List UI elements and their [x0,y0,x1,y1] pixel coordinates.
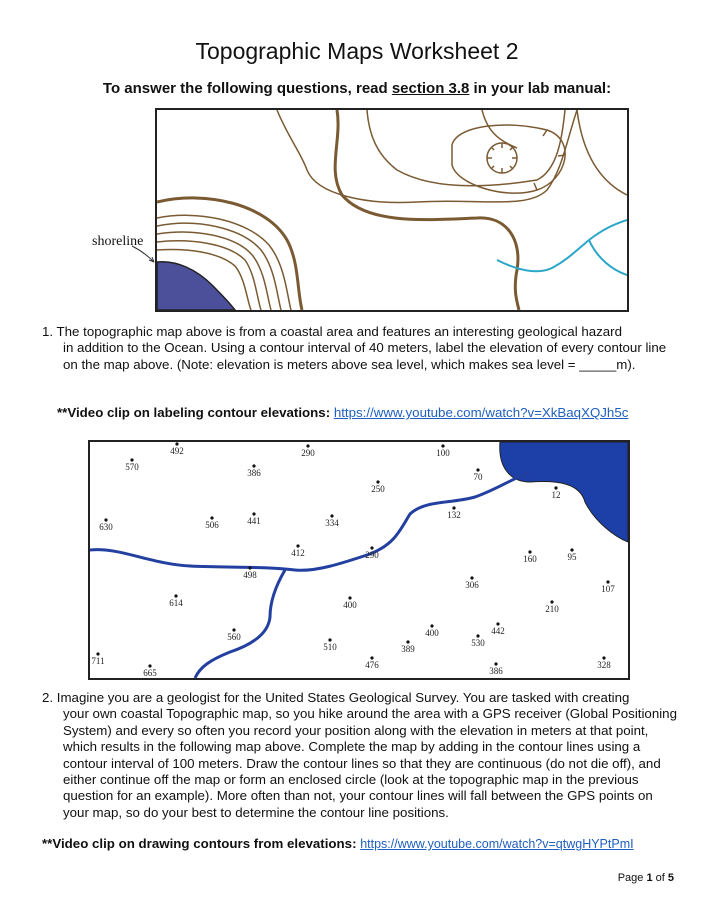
elevation-point-label: 442 [491,626,505,636]
elevation-point-label: 570 [125,462,139,472]
elevation-point-label: 389 [401,644,415,654]
elevation-point [489,662,503,676]
topographic-map-1 [155,108,629,312]
intro-instruction [0,80,714,97]
elevation-point [343,596,357,610]
elevation-point [552,486,561,500]
elevation-point [247,464,261,478]
elevation-point [568,548,578,562]
elevation-point [91,652,104,666]
elevation-point [491,622,505,636]
section-reference: section 3.8 [391,80,470,97]
page-title: Topographic Maps Worksheet 2 [195,38,519,64]
elevation-point [371,480,385,494]
current-page: 1 [646,872,653,884]
shoreline-label: shoreline [92,234,144,249]
elevation-point-label: 95 [567,552,577,562]
elevation-point [247,512,261,526]
thick-contour-group [157,110,519,310]
intro-after: in your lab manual: [469,80,612,97]
elevation-point [436,444,450,458]
elevation-point-label: 100 [436,448,450,458]
question-1-rest: in addition to the Ocean. Using a contour interval of 40 meters, label the elevation of every contour line on the map above. (Note: elevation is meters above sea level, which makes sea level = _____m). [63,340,667,372]
elevation-point-label: 132 [447,510,461,520]
elevation-point [227,628,241,642]
elevation-point [523,550,537,564]
elevation-point [601,580,615,594]
elevation-point [474,468,484,482]
elevation-point-label: 498 [243,570,257,580]
elevation-point-label: 560 [227,632,241,642]
elevation-point [291,544,305,558]
elevation-point-label: 614 [169,598,183,608]
elevation-point [545,600,559,614]
elevation-point [401,640,415,654]
elevation-point [99,518,113,532]
of-word: of [652,872,668,884]
video-clip-1 [57,405,628,420]
elevation-point-label: 306 [465,580,479,590]
elevation-point-label: 290 [301,448,315,458]
elevation-point [597,656,611,670]
gps-map-svg [90,442,628,678]
elevation-point [465,576,479,590]
video-clip-1-link[interactable]: https://www.youtube.com/watch?v=XkBaqXQJh5c [333,405,629,420]
elevation-point [205,516,219,530]
elevation-point-label: 386 [247,468,261,478]
elevation-point [325,514,339,528]
elevation-point [365,546,379,560]
elevation-point-label: 70 [473,472,483,482]
elevation-point-label: 510 [323,642,337,652]
elevation-point-label: 290 [365,550,379,560]
river-tributary [195,570,285,678]
question-1-first-line: 1. The topographic map above is from a coastal area and features an interesting geological hazard [42,324,623,339]
elevation-point-label: 328 [597,660,611,670]
elevation-point-label: 160 [523,554,537,564]
question-2 [42,690,682,821]
elevation-point [447,506,461,520]
elevation-point-label: 107 [601,584,615,594]
video-clip-1-label: **Video clip on labeling contour elevations: [57,405,331,420]
elevation-point-label: 210 [545,604,559,614]
page-number [618,872,674,884]
elevation-point [425,624,439,638]
elevation-point [170,442,184,456]
elevation-point [365,656,379,670]
elevation-point-label: 412 [291,548,305,558]
elevation-point-label: 334 [325,518,339,528]
elevation-point-label: 476 [365,660,379,670]
elevation-point-label: 386 [489,666,503,676]
intro-before: To answer the following questions, read [102,80,392,97]
elevation-point [125,458,139,472]
question-2-rest: your own coastal Topographic map, so you hike around the area with a GPS receiver (Global Positioning System) and every so often you record your position along with the elevation in meters at that point, which results in the following map above. Complete the map by adding in the contour lines using a contour interval of 100 meters. Draw the contour lines so that they are continuous (do not die off), and either continue off the map or form an enclosed circle (look at the topographic map in the previous question for an example). More often than not, your contour lines will fall between the GPS points on your map, so do your best to determine the contour line positions. [63,706,677,820]
elevation-point [143,664,157,678]
shoreline-arrow-icon [130,244,160,266]
elevation-point-label: 506 [205,520,219,530]
elevation-point-label: 711 [91,656,105,666]
video-clip-2-link[interactable]: https://www.youtube.com/watch?v=qtwgHYPtPmI [360,837,634,851]
elevation-point [471,634,485,648]
elevation-point [169,594,183,608]
total-pages: 5 [667,872,674,884]
contour-map-svg [157,110,627,310]
elevation-point-label: 665 [143,668,157,678]
elevation-point [323,638,337,652]
gps-elevation-map [88,440,630,680]
video-clip-2-label: **Video clip on drawing contours from elevations: [42,836,357,851]
ocean-area [157,262,235,310]
video-clip-2 [42,836,634,851]
depression-contour-group [452,125,565,193]
elevation-point-label: 492 [170,446,184,456]
question-2-first-line: 2. Imagine you are a geologist for the United States Geological Survey. You are tasked with creating [42,690,630,705]
elevation-point-label: 12 [551,490,561,500]
main-river [90,472,530,570]
question-1 [42,324,682,373]
river-branch [589,240,627,275]
elevation-point-label: 441 [247,516,261,526]
elevation-point-label: 400 [343,600,357,610]
elevation-point [301,444,315,458]
elevation-point-label: 400 [425,628,439,638]
ocean-area-2 [500,442,628,542]
elevation-point-label: 630 [99,522,113,532]
elevation-point-label: 250 [371,484,385,494]
elevation-point-label: 530 [471,638,485,648]
page-word: Page [617,872,647,884]
